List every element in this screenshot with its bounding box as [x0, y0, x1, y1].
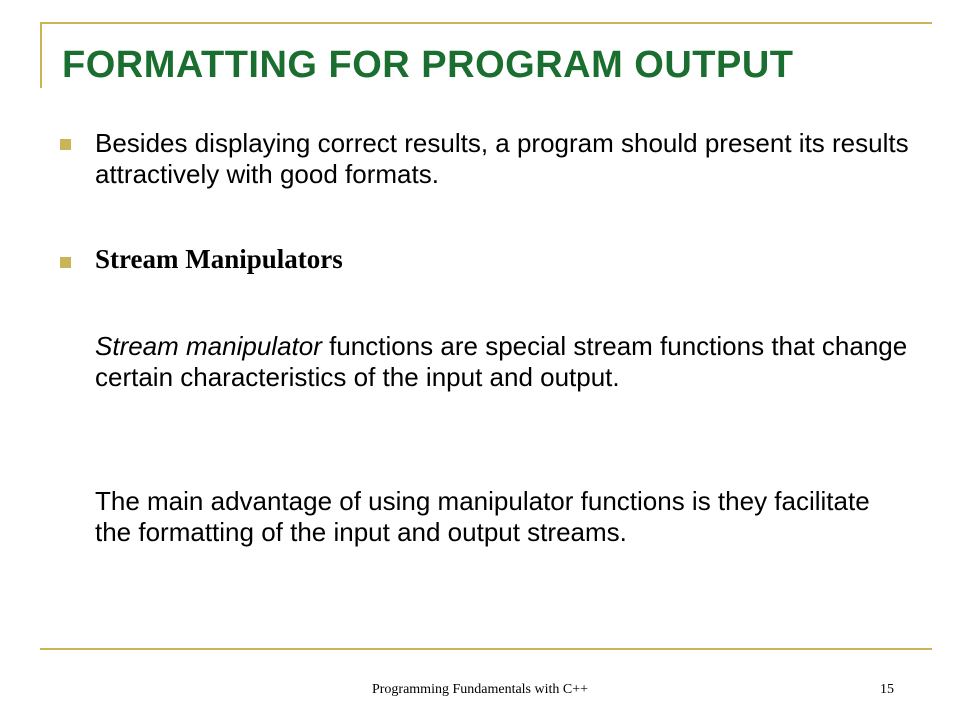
- footer-divider: [40, 648, 932, 650]
- paragraph-advantage: The main advantage of using manipulator functions is they facilitate the formatting of the input and output streams.: [95, 486, 870, 547]
- square-bullet-icon: [60, 139, 71, 150]
- square-bullet-icon: [60, 257, 71, 268]
- emphasis-term: Stream manipulator: [95, 331, 322, 361]
- frame-top-line: [40, 22, 932, 24]
- frame-left-line: [40, 22, 42, 88]
- paragraph-definition-rest: functions are special stream functions that change certain characteristics of the input and output.: [95, 331, 908, 392]
- page-number: 15: [880, 682, 894, 697]
- paragraph-definition: [95, 331, 910, 393]
- slide-title: FORMATTING FOR PROGRAM OUTPUT: [62, 44, 794, 86]
- section-heading: Stream Manipulators: [95, 244, 343, 274]
- bullet-text-intro: Besides displaying correct results, a program should present its results attractively with good formats.: [95, 128, 909, 189]
- footer-course-title: Programming Fundamentals with C++: [371, 682, 589, 697]
